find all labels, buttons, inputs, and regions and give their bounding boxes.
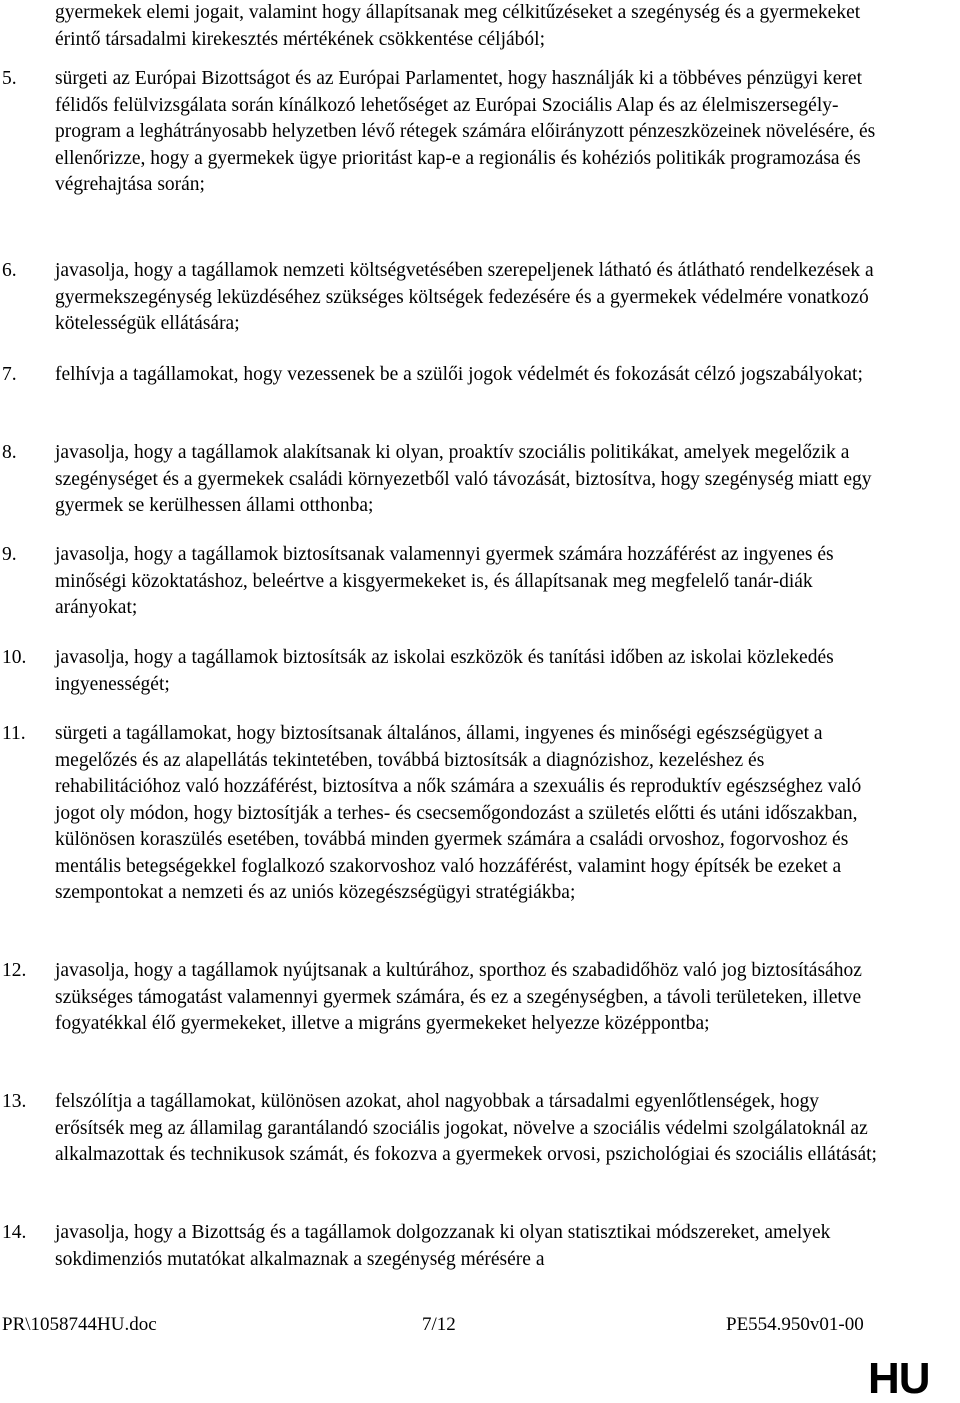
language-code: HU (868, 1354, 930, 1403)
item-text: javasolja, hogy a tagállamok nemzeti költségvetésében szerepeljenek látható és átlátható rendelkezések a gyermekszegénység leküzdéséhez szükséges költségek fedezésére és a gyermekek védelmére vonatkozó kötelességük ellátására; (55, 260, 874, 334)
item-text: javasolja, hogy a tagállamok biztosítsanak valamennyi gyermek számára hozzáférést az ingyenes és minőségi közoktatáshoz, beleértve a kisgyermekeket is, és állapítsanak meg megfelelő tanár-diák arányokat; (55, 544, 834, 618)
item-number: 6. (2, 260, 17, 281)
item-text: felhívja a tagállamokat, hogy vezessenek be a szülői jogok védelmét és fokozását célzó jogszabályokat; (55, 364, 863, 385)
item-number: 10. (2, 647, 27, 668)
item-number: 13. (2, 1091, 27, 1112)
item-number: 7. (2, 364, 17, 385)
item-number: 14. (2, 1222, 27, 1243)
footer-doc-reference: PR\1058744HU.doc (2, 1314, 157, 1335)
item-text: javasolja, hogy a tagállamok biztosítsák az iskolai eszközök és tanítási időben az iskolai közlekedés ingyenességét; (55, 647, 834, 695)
item-text: felszólítja a tagállamokat, különösen azokat, ahol nagyobbak a társadalmi egyenlőtlenségek, hogy erősítsék meg az államilag garantálandó szociális jogokat, növelve a szociális védelmi szolgálatoknál az alkalmazottak és technikusok számát, és fokozva a gyermekek orvosi, pszichológiai és szociális ellátását; (55, 1091, 877, 1165)
footer-pe-reference: PE554.950v01-00 (726, 1314, 864, 1335)
item-text: javasolja, hogy a tagállamok alakítsanak ki olyan, proaktív szociális politikákat, amelyek megelőzik a szegénységet és a gyermekek családi környezetből való távozását, biztosítva, hogy szegénység miatt egy gyermek se kerülhessen állami otthonba; (55, 442, 872, 516)
item-text: sürgeti a tagállamokat, hogy biztosítsanak általános, állami, ingyenes és minőségi egészségügyet a megelőzés és az alapellátás tekintetében, továbbá biztosítsák a diagnózishoz, kezeléshez és rehabilitációhoz való hozzáférést, biztosítva a nők számára a szexuális és reproduktív egészséghez való jogot oly módon, hogy biztosítják a terhes- és csecsemőgondozást a születés előtti és utáni időszakban, különösen koraszülés esetében, továbbá minden gyermek számára a családi orvoshoz, fogorvoshoz és mentális betegségekkel foglalkozó szakorvoshoz való hozzáférést, valamint hogy építsék be ezeket a szempontokat a nemzeti és az uniós közegészségügyi stratégiákba; (55, 723, 862, 903)
item-text: javasolja, hogy a Bizottság és a tagállamok dolgozzanak ki olyan statisztikai módszereket, amelyek sokdimenziós mutatókat alkalmaznak a szegénység mérésére a (55, 1222, 831, 1270)
intro-paragraph: gyermekek elemi jogait, valamint hogy állapítsanak meg célkitűzéseket a szegénység és a gyermekeket érintő társadalmi kirekesztés mértékének csökkentése céljából; (55, 2, 861, 50)
item-number: 11. (2, 723, 26, 744)
footer-page-number: 7/12 (422, 1314, 456, 1335)
item-text: sürgeti az Európai Bizottságot és az Európai Parlamentet, hogy használják ki a többéves pénzügyi keret félidős felülvizsgálata során kínálkozó lehetőséget az Európai Szociális Alap és az élelmiszersegély-program a leghátrányosabb helyzetben lévő rétegek számára előirányzott pénzeszközeinek növelésére, és ellenőrizze, hogy a gyermekek ügye prioritást kap-e a regionális és kohéziós politikák programozása és végrehajtása során; (55, 68, 876, 195)
item-number: 8. (2, 442, 17, 463)
item-number: 5. (2, 68, 17, 89)
item-number: 9. (2, 544, 17, 565)
item-number: 12. (2, 960, 27, 981)
item-text: javasolja, hogy a tagállamok nyújtsanak a kultúrához, sporthoz és szabadidőhöz való jog biztosításához szükséges támogatást valamennyi gyermek számára, és ez a szegénységben, a távoli területeken, illetve fogyatékkal élő gyermekeket, illetve a migráns gyermekeket helyezze középpontba; (55, 960, 862, 1034)
